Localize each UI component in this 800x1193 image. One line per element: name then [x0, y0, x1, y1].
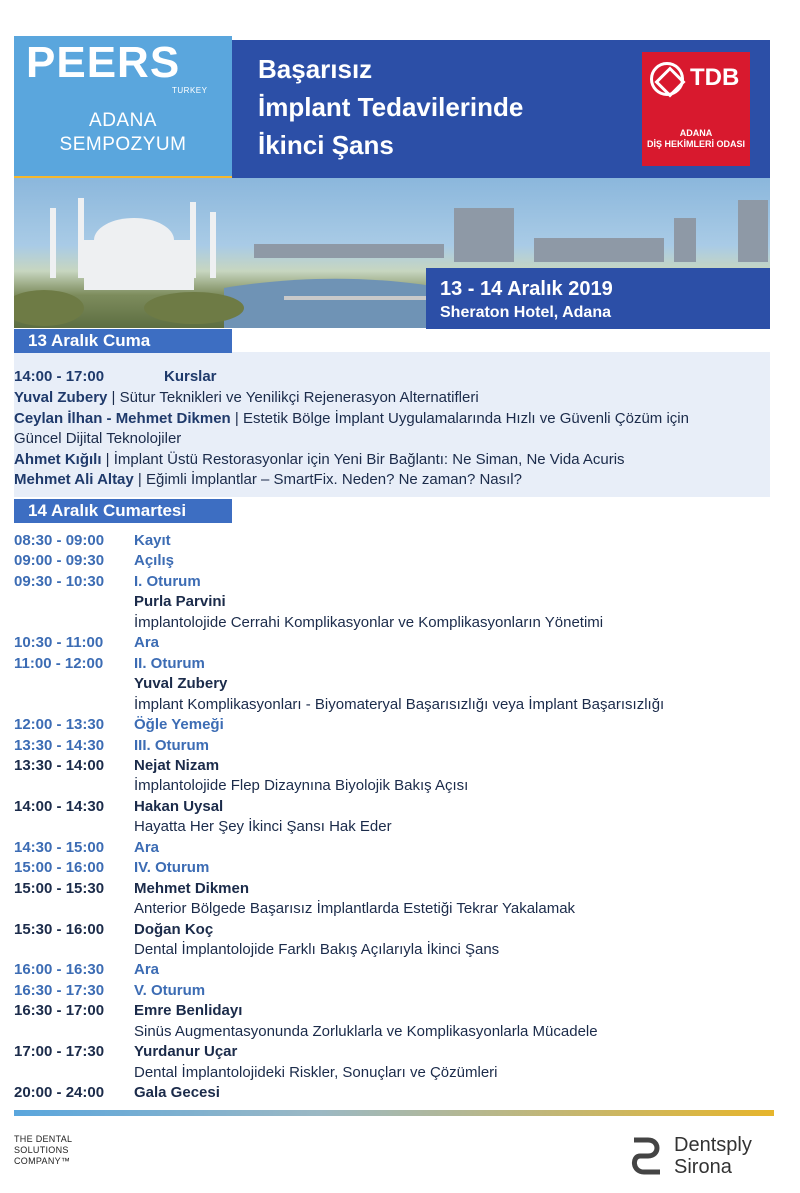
tagline-line-2: SOLUTIONS	[14, 1145, 69, 1155]
course-item: Ceylan İlhan - Mehmet Dikmen | Estetik Bölge İmplant Uygulamalarında Hızlı ve Güvenli Çözüm için	[14, 410, 689, 427]
speaker-name: Emre Benlidayı	[134, 1002, 243, 1019]
course-speaker: Ahmet Kığılı	[14, 451, 102, 468]
session-label: Ara	[134, 839, 160, 856]
course-item: Yuval Zubery | Sütur Teknikleri ve Yenilikçi Rejenerasyon Alternatifleri	[14, 389, 479, 406]
org-name	[646, 128, 746, 150]
talk-title: İmplantolojide Flep Dizaynına Biyolojik Bakış Açısı	[134, 777, 469, 794]
peers-logo-panel	[14, 36, 232, 176]
org-name-line-1: ADANA	[679, 128, 713, 138]
schedule-time: 15:30 - 16:00	[14, 921, 105, 938]
event-date: 13 - 14 Aralık 2019	[440, 278, 613, 300]
schedule-time: 15:00 - 15:30	[14, 880, 105, 897]
brand-name: PEERS	[26, 38, 181, 87]
schedule-time: 13:30 - 14:00	[14, 757, 105, 774]
session-label: Öğle Yemeği	[134, 716, 224, 733]
sponsor-name-line-1: Dentsply	[674, 1134, 752, 1156]
course-speaker: Yuval Zubery	[14, 389, 108, 406]
course-title: Eğimli İmplantlar – SmartFix. Neden? Ne zaman? Nasıl?	[145, 471, 522, 488]
speaker-name: Yuval Zubery	[134, 675, 228, 692]
session-label: I. Oturum	[134, 573, 201, 590]
course-title: İmplant Üstü Restorasyonlar için Yeni Bir Bağlantı: Ne Siman, Ne Vida Acuris	[113, 451, 625, 468]
schedule-time: 08:30 - 09:00	[14, 532, 105, 549]
schedule-time: 09:00 - 09:30	[14, 552, 105, 569]
session-label: II. Oturum	[134, 655, 205, 672]
schedule-time: 12:00 - 13:30	[14, 716, 105, 733]
talk-title: Hayatta Her Şey İkinci Şansı Hak Eder	[134, 818, 392, 835]
footer-divider	[14, 1110, 774, 1116]
course-title: Estetik Bölge İmplant Uygulamalarında Hızlı ve Güvenli Çözüm için	[242, 410, 689, 427]
speaker-name: Purla Parvini	[134, 593, 226, 610]
event-city: ADANA	[89, 110, 157, 131]
title-line-1: Başarısız	[258, 54, 373, 84]
session-label: Kayıt	[134, 532, 171, 549]
talk-title: Dental İmplantolojideki Riskler, Sonuçları ve Çözümleri	[134, 1064, 498, 1081]
speaker-name: Doğan Koç	[134, 921, 214, 938]
course-title: Sütur Teknikleri ve Yenilikçi Rejenerasyon Alternatifleri	[119, 389, 479, 406]
brand-country: TURKEY	[172, 86, 208, 95]
schedule-time: 15:00 - 16:00	[14, 859, 105, 876]
speaker-name: Mehmet Dikmen	[134, 880, 250, 897]
course-item: Ahmet Kığılı | İmplant Üstü Restorasyonlar için Yeni Bir Bağlantı: Ne Siman, Ne Vida Acuris	[14, 451, 625, 468]
session-label: IV. Oturum	[134, 859, 210, 876]
title-line-2: İmplant Tedavilerinde	[258, 92, 524, 122]
speaker-name: Nejat Nizam	[134, 757, 220, 774]
schedule-time: 10:30 - 11:00	[14, 634, 104, 651]
schedule-time: 16:30 - 17:00	[14, 1002, 105, 1019]
course-speaker: Ceylan İlhan - Mehmet Dikmen	[14, 410, 231, 427]
talk-title: İmplant Komplikasyonları - Biyomateryal Başarısızlığı veya İmplant Başarısızlığı	[134, 696, 665, 713]
date-venue-panel	[426, 268, 770, 329]
tagline-line-3: COMPANY™	[14, 1156, 71, 1166]
event-type: SEMPOZYUM	[59, 134, 187, 155]
day1-courses-label: Kurslar	[164, 368, 217, 385]
schedule-time: 20:00 - 24:00	[14, 1084, 105, 1101]
schedule-time: 13:30 - 14:30	[14, 737, 105, 754]
day1-heading: 13 Aralık Cuma	[14, 329, 232, 353]
tdb-emblem-icon	[650, 62, 684, 96]
org-name-line-2: DİŞ HEKİMLERİ ODASI	[646, 139, 745, 149]
session-label: V. Oturum	[134, 982, 206, 999]
tdb-logo-block	[642, 52, 750, 166]
course-title-continued: Güncel Dijital Teknolojiler	[14, 430, 182, 447]
session-label: Ara	[134, 634, 160, 651]
event-venue: Sheraton Hotel, Adana	[440, 304, 611, 321]
tdb-logo-text: TDB	[690, 64, 740, 91]
session-label: Açılış	[134, 552, 175, 569]
title-panel	[232, 40, 770, 178]
speaker-name: Yurdanur Uçar	[134, 1043, 238, 1060]
course-item: Mehmet Ali Altay | Eğimli İmplantlar – SmartFix. Neden? Ne zaman? Nasıl?	[14, 471, 522, 488]
talk-title: Dental İmplantolojide Farklı Bakış Açılarıyla İkinci Şans	[134, 941, 500, 958]
schedule-time: 16:00 - 16:30	[14, 961, 105, 978]
schedule-time: 16:30 - 17:30	[14, 982, 105, 999]
session-label: III. Oturum	[134, 737, 209, 754]
schedule-time: 14:30 - 15:00	[14, 839, 105, 856]
schedule-time: 14:00 - 14:30	[14, 798, 105, 815]
schedule-time: 17:00 - 17:30	[14, 1043, 105, 1060]
talk-title: Anterior Bölgede Başarısız İmplantlarda Estetiği Tekrar Yakalamak	[134, 900, 576, 917]
tagline-line-1: THE DENTAL	[14, 1134, 73, 1144]
day2-heading: 14 Aralık Cumartesi	[14, 499, 232, 523]
schedule-time: 11:00 - 12:00	[14, 655, 104, 672]
sponsor-name-line-2: Sirona	[674, 1156, 732, 1178]
dentsply-sirona-logo-icon	[630, 1136, 664, 1176]
title-line-3: İkinci Şans	[258, 130, 394, 160]
speaker-name: Hakan Uysal	[134, 798, 224, 815]
schedule-time: 09:30 - 10:30	[14, 573, 105, 590]
course-speaker: Mehmet Ali Altay	[14, 471, 134, 488]
talk-title: İmplantolojide Cerrahi Komplikasyonlar ve Komplikasyonların Yönetimi	[134, 614, 604, 631]
company-tagline	[14, 1134, 72, 1167]
day1-courses-time: 14:00 - 17:00	[14, 368, 105, 385]
talk-title: Sinüs Augmentasyonunda Zorluklarla ve Komplikasyonlarla Mücadele	[134, 1023, 598, 1040]
session-label: Ara	[134, 961, 160, 978]
speaker-name: Gala Gecesi	[134, 1084, 220, 1101]
